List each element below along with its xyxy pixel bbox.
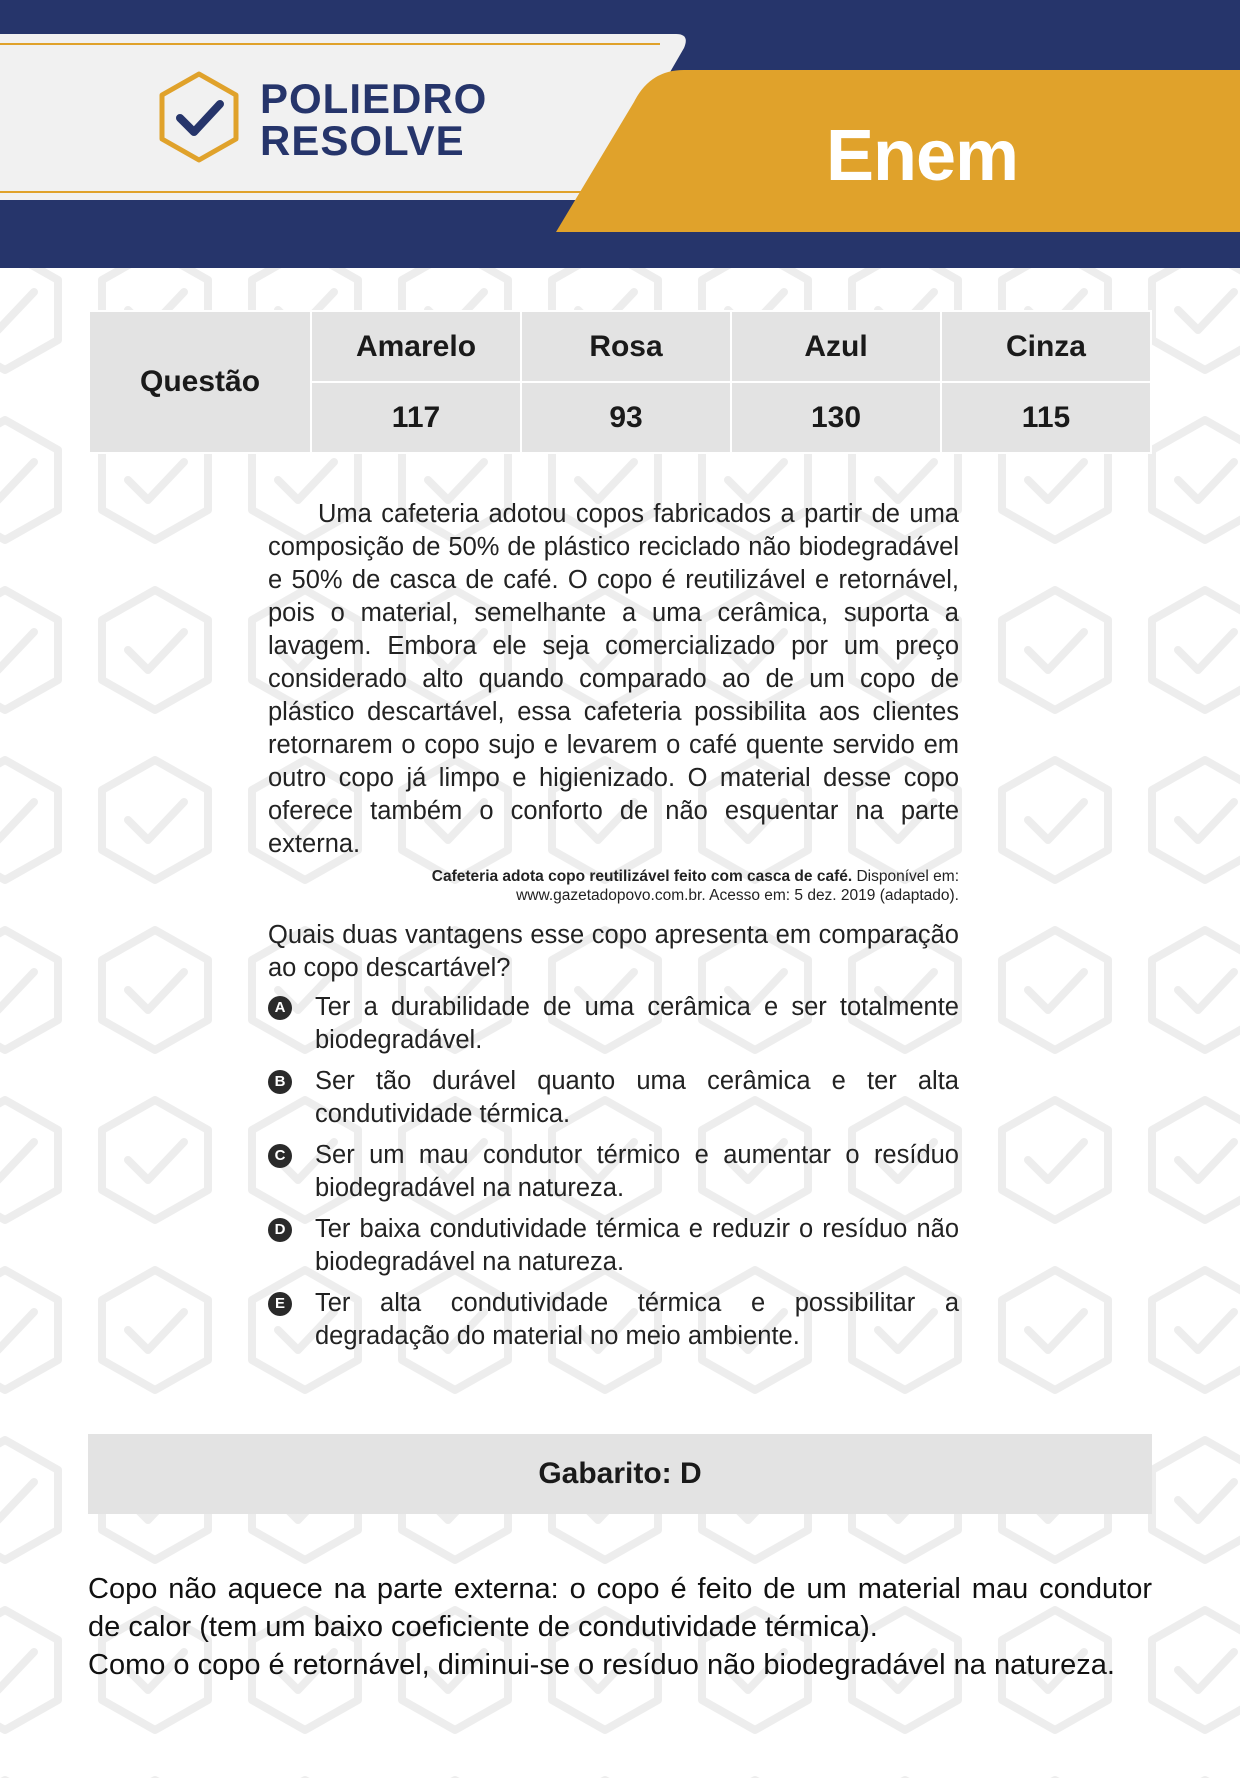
hexagon-checkmark-icon xyxy=(156,70,242,164)
column-color-amarelo: Amarelo xyxy=(311,311,521,382)
question-number-cinza: 115 xyxy=(941,382,1151,453)
column-color-rosa: Rosa xyxy=(521,311,731,382)
question-prompt: Quais duas vantagens esse copo apresenta em comparação ao copo descartável? xyxy=(268,921,959,982)
option-d-letter-icon: D xyxy=(268,1218,292,1242)
option-a[interactable] xyxy=(268,991,959,1057)
question-stem: Uma cafeteria adotou copos fabricados a partir de uma composição de 50% de plástico reciclado não biodegradável e 50% de casca de café. O copo é reutilizável e retornável, pois o material, semelhante a uma cerâmica, suporta a lavagem. Embora ele seja comercializado por um preço considerado alto quando comparado ao de um copo de plástico descartável, essa cafeteria possibilita aos clientes retornarem o copo sujo e levarem o café quente servido em outro copo já limpo e higienizado. O material desse copo oferece também o conforto de não esquentar na parte externa. xyxy=(268,500,959,858)
question-label: Questão xyxy=(89,311,311,453)
brand-name-line1: POLIEDRO xyxy=(260,75,488,122)
exam-title: Enem xyxy=(826,116,1019,196)
page-header xyxy=(0,0,1240,268)
option-b-letter-icon: B xyxy=(268,1070,292,1094)
option-e[interactable] xyxy=(268,1287,959,1353)
option-a-text: Ter a durabilidade de uma cerâmica e ser totalmente biodegradável. xyxy=(315,993,959,1054)
explanation-paragraph-2: Como o copo é retornável, diminui-se o resíduo não biodegradável na natureza. xyxy=(88,1649,1115,1681)
answer-explanation xyxy=(88,1570,1152,1684)
option-c-letter-icon: C xyxy=(268,1144,292,1168)
explanation-paragraph-1: Copo não aquece na parte externa: o copo é feito de um material mau condutor de calor (tem um baixo coeficiente de condutividade térmica). xyxy=(88,1573,1152,1643)
answer-options xyxy=(268,991,959,1353)
option-d-text: Ter baixa condutividade térmica e reduzir o resíduo não biodegradável na natureza. xyxy=(315,1215,959,1276)
question-number-amarelo: 117 xyxy=(311,382,521,453)
option-b[interactable] xyxy=(268,1065,959,1131)
question-body xyxy=(268,498,959,1361)
column-color-cinza: Cinza xyxy=(941,311,1151,382)
option-e-text: Ter alta condutividade térmica e possibilitar a degradação do material no meio ambiente. xyxy=(315,1289,959,1350)
column-color-azul: Azul xyxy=(731,311,941,382)
question-number-azul: 130 xyxy=(731,382,941,453)
source-details: Disponível em: www.gazetadopovo.com.br. Acesso em: 5 dez. 2019 (adaptado). xyxy=(516,868,959,904)
answer-key-bar xyxy=(88,1434,1152,1514)
option-d[interactable] xyxy=(268,1213,959,1279)
question-number-rosa: 93 xyxy=(521,382,731,453)
brand-name-line2: RESOLVE xyxy=(260,117,465,164)
source-title: Cafeteria adota copo reutilizável feito com casca de café. xyxy=(431,868,853,885)
answer-key-label: Gabarito: D xyxy=(538,1457,702,1490)
question-number-table xyxy=(88,310,1152,454)
option-b-text: Ser tão durável quanto uma cerâmica e ter alta condutividade térmica. xyxy=(315,1067,959,1128)
option-a-letter-icon: A xyxy=(268,996,292,1020)
source-citation xyxy=(268,867,959,905)
option-c[interactable] xyxy=(268,1139,959,1205)
option-e-letter-icon: E xyxy=(268,1292,292,1316)
option-c-text: Ser um mau condutor térmico e aumentar o resíduo biodegradável na natureza. xyxy=(315,1141,959,1202)
